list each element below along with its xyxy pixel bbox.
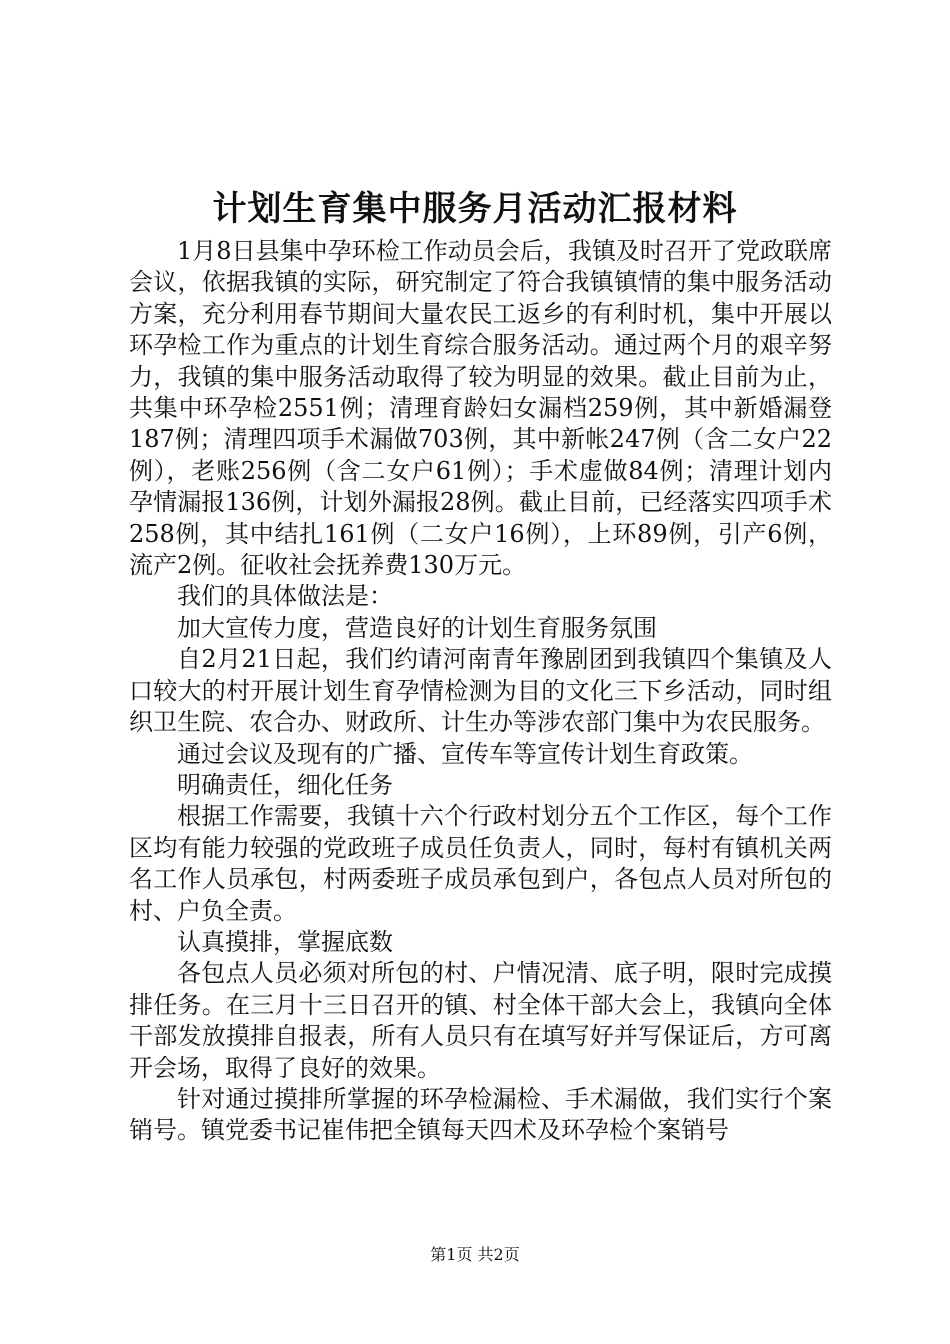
section-heading-publicity: 加大宣传力度，营造良好的计划生育服务氛围 [177, 613, 657, 642]
paragraph-broadcast: 通过会议及现有的广播、宣传车等宣传计划生育政策。 [177, 739, 753, 768]
document-title: 计划生育集中服务月活动汇报材料 [212, 189, 738, 229]
paragraph-survey: 各包点人员必须对所包的村、户情况清、底子明，限时完成摸排任务。在三月十三日召开的镇、村全体干部大会上，我镇向全体干部发放摸排自报表，所有人员只有在填写好并写保证后，方可离开会场，取得了良好的效果。 [129, 959, 832, 1082]
paragraph-responsibility: 根据工作需要，我镇十六个行政村划分五个工作区，每个工作区均有能力较强的党政班子成员任负责人，同时，每村有镇机关两名工作人员承包，村两委班子成员承包到户，各包点人员对所包的村、户负全责。 [129, 802, 832, 925]
section-heading-responsibility: 明确责任，细化任务 [177, 770, 393, 799]
paragraph-summary: 1月8日县集中孕环检工作动员会后，我镇及时召开了党政联席会议，依据我镇的实际，研究制定了符合我镇镇情的集中服务活动方案，充分利用春节期间大量农民工返乡的有利时机，集中开展以环孕检工作为重点的计划生育综合服务活动。通过两个月的艰辛努力，我镇的集中服务活动取得了较为明显的效果。截止目前为止，共集中环孕检2551例；清理育龄妇女漏档259例，其中新婚漏登187例；清理四项手术漏做703例，其中新帐247例（含二女户22例），老账256例（含二女户61例）；手术虚做84例；清理计划内孕情漏报136例，计划外漏报28例。截止目前，已经落实四项手术258例，其中结扎161例（二女户16例），上环89例，引产6例，流产2例。征收社会抚养费130万元。 [129, 237, 832, 580]
paragraph-intro: 我们的具体做法是： [177, 582, 393, 611]
section-heading-survey: 认真摸排，掌握底数 [177, 927, 393, 956]
document-body [129, 236, 832, 1147]
paragraph-case-tracking: 针对通过摸排所掌握的环孕检漏检、手术漏做，我们实行个案销号。镇党委书记崔伟把全镇每天四术及环孕检个案销号 [129, 1084, 832, 1145]
page-number-footer: 第1页 共2页 [430, 1245, 520, 1264]
paragraph-publicity: 自2月21日起，我们约请河南青年豫剧团到我镇四个集镇及人口较大的村开展计划生育孕情检测为目的文化三下乡活动，同时组织卫生院、农合办、财政所、计生办等涉农部门集中为农民服务。 [129, 645, 832, 737]
